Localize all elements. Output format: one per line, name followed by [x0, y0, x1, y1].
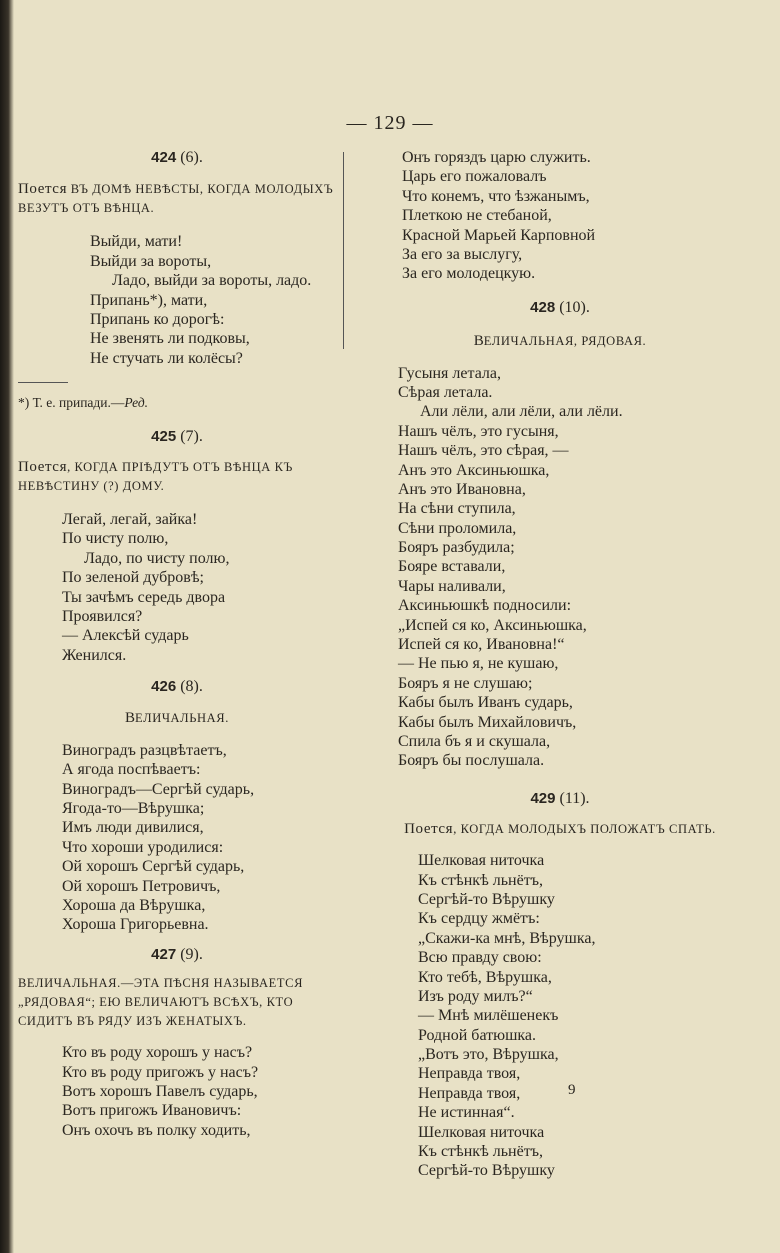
verse-line: Шелковая ниточка: [418, 1123, 545, 1141]
verse-line: „Испей ся ко, Аксиньюшка,: [398, 616, 587, 634]
song-428-verse: [398, 364, 770, 771]
verse-line: Виноградъ разцвѣтаетъ,: [62, 741, 227, 759]
verse-line: За его за выслугу,: [402, 245, 523, 263]
book-spine: [0, 0, 14, 1253]
verse-line: Нашъ чёлъ, это гусыня,: [398, 422, 559, 440]
verse-line: Кто въ роду хорошъ у насъ?: [62, 1044, 253, 1062]
verse-line: Анъ это Ивановна,: [398, 480, 526, 498]
song-424-description: Поется ВЪ ДОМѢ НЕВѢСТЫ, КОГДА МОЛОДЫХЪ ВЕЗУТЪ ОТЪ ВѢНЦА.: [18, 181, 334, 216]
verse-line: Припань*), мати,: [90, 291, 208, 309]
verse-line: Аксиньюшкѣ подносили:: [398, 597, 572, 615]
verse-line: Бояръ бы послушала.: [398, 752, 545, 770]
song-425-heading: 425 (7).: [151, 427, 203, 445]
verse-line: Хороша да Вѣрушка,: [62, 897, 206, 915]
verse-line: Красной Марьей Карповной: [402, 226, 596, 244]
verse-line: „Скажи-ка мнѣ, Вѣрушка,: [418, 929, 596, 947]
verse-line: Онъ охочъ въ полку ходить,: [62, 1121, 251, 1139]
footnote-rule: [18, 382, 68, 383]
page-number: — 129 —: [346, 112, 434, 134]
verse-line: Сергѣй-то Вѣрушку: [418, 1162, 555, 1180]
verse-line: Гусыня летала,: [398, 364, 502, 382]
verse-line: Имъ люди дивилися,: [62, 819, 204, 837]
verse-line: Сергѣй-то Вѣрушку: [418, 890, 555, 908]
verse-line: Выйди за вороты,: [90, 252, 212, 270]
verse-line: Царь его пожаловалъ: [402, 168, 547, 186]
song-427-description: ВЕЛИЧАЛЬНАЯ.—ЭТА ПѢСНЯ НАЗЫВАЕТСЯ „РЯДОВАЯ“; ЕЮ ВЕЛИЧАЮТЪ ВСѢХЪ, КТО СИДИТЪ ВЪ РЯДУ ИЗЪ ЖЕНАТЫХЪ.: [18, 976, 304, 1029]
verse-line: Кто въ роду пригожъ у насъ?: [62, 1063, 259, 1081]
verse-line: Ты зачѣмъ середь двора: [62, 588, 226, 606]
verse-line: Бояръ разбудила;: [398, 539, 515, 557]
verse-line: Сѣни проломила,: [398, 519, 517, 537]
verse-line: Къ сердцу жмётъ:: [418, 910, 540, 928]
verse-line: Спила бъ я и скушала,: [398, 732, 551, 750]
verse-line: А ягода поспѣваетъ:: [62, 761, 201, 779]
verse-line: Сѣрая летала.: [398, 383, 493, 401]
verse-line: Вотъ хорошъ Павелъ сударь,: [62, 1082, 258, 1100]
song-429-description: Поется, КОГДА МОЛОДЫХЪ ПОЛОЖАТЪ СПАТЬ.: [404, 821, 716, 838]
verse-line: Проявился?: [62, 607, 143, 625]
footnote: *) Т. е. припади.—Ред.: [18, 395, 149, 411]
signature-mark: 9: [568, 1082, 576, 1098]
verse-line: Кабы былъ Иванъ сударь,: [398, 694, 573, 712]
verse-line: Бояръ я не слушаю;: [398, 674, 533, 692]
song-429-heading: 429 (11).: [530, 789, 590, 807]
verse-line: По чисту полю,: [62, 530, 169, 548]
verse-line: Всю правду свою:: [418, 949, 542, 967]
verse-line: Ой хорошъ Петровичъ,: [62, 877, 221, 895]
verse-line: Чары наливали,: [398, 577, 506, 595]
verse-line: Испей ся ко, Ивановна!“: [398, 636, 565, 654]
song-426-heading: 426 (8).: [151, 678, 203, 696]
song-425-verse: [62, 510, 336, 665]
column-divider: [343, 152, 344, 349]
verse-line: Изъ роду милъ?“: [418, 987, 533, 1005]
verse-line: Припань ко дорогѣ:: [90, 310, 225, 328]
verse-line: Кто тебѣ, Вѣрушка,: [418, 968, 552, 986]
verse-line: Ладо, выйди за вороты, ладо.: [112, 272, 312, 290]
left-column: [18, 148, 336, 1140]
verse-line: Ой хорошъ Сергѣй сударь,: [62, 858, 245, 876]
song-428-title: ВЕЛИЧАЛЬНАЯ, РЯДОВАЯ.: [473, 333, 647, 350]
verse-line: Что конемъ, что ѣзжанымъ,: [402, 187, 590, 205]
song-424-heading: 424 (6).: [151, 149, 203, 166]
verse-line: Анъ это Аксиньюшка,: [398, 461, 550, 479]
verse-line: — Мнѣ милёшенекъ: [418, 1007, 559, 1025]
song-427-continuation: [402, 148, 770, 284]
verse-line: Али лёли, али лёли, али лёли.: [420, 403, 623, 421]
right-column: [350, 148, 770, 1181]
verse-line: Неправда твоя,: [418, 1065, 521, 1083]
verse-line: Онъ горяздъ царю служить.: [402, 149, 591, 166]
verse-line: Шелковая ниточка: [418, 852, 545, 870]
verse-line: За его молодецкую.: [402, 265, 536, 283]
song-427-heading: 427 (9).: [151, 945, 203, 963]
verse-line: — Не пью я, не кушаю,: [398, 655, 559, 673]
verse-line: Плеткою не стебаной,: [402, 207, 552, 225]
verse-line: Женился.: [62, 646, 127, 664]
verse-line: На сѣни ступила,: [398, 500, 516, 518]
verse-line: Не звенять ли подковы,: [90, 330, 250, 348]
verse-line: Виноградъ—Сергѣй сударь,: [62, 780, 255, 798]
song-426-verse: [62, 741, 336, 935]
song-424-verse: [90, 232, 336, 368]
verse-line: Выйди, мати!: [90, 233, 183, 251]
verse-line: Не стучать ли колёсы?: [90, 349, 243, 367]
verse-line: Родной батюшка.: [418, 1026, 537, 1044]
verse-line: Ладо, по чисту полю,: [84, 549, 230, 567]
verse-line: „Вотъ это, Вѣрушка,: [418, 1046, 559, 1064]
verse-line: Нашъ чёлъ, это сѣрая, —: [398, 442, 569, 460]
verse-line: Къ стѣнкѣ льнётъ,: [418, 871, 543, 889]
song-427-verse: [62, 1043, 336, 1140]
verse-line: Вотъ пригожъ Ивановичъ:: [62, 1102, 242, 1120]
song-429-verse: [418, 851, 770, 1181]
verse-line: Легай, легай, зайка!: [62, 510, 198, 528]
verse-line: Хороша Григорьевна.: [62, 916, 209, 934]
verse-line: Кабы былъ Михайловичъ,: [398, 713, 577, 731]
verse-line: Что хороши уродилися:: [62, 838, 224, 856]
song-426-title: ВЕЛИЧАЛЬНАЯ.: [125, 710, 229, 727]
song-428-heading: 428 (10).: [530, 298, 590, 316]
verse-line: — Алексѣй сударь: [62, 627, 189, 645]
verse-line: Неправда твоя,: [418, 1084, 521, 1102]
verse-line: Ягода-то—Вѣрушка;: [62, 800, 205, 818]
verse-line: Бояре вставали,: [398, 558, 506, 576]
verse-line: Къ стѣнкѣ льнётъ,: [418, 1143, 543, 1161]
verse-line: Не истинная“.: [418, 1104, 515, 1122]
verse-line: По зеленой дубровѣ;: [62, 569, 204, 587]
song-425-description: Поется, КОГДА ПРІѢДУТЪ ОТЪ ВѢНЦА КЪ НЕВѢСТИНУ (?) ДОМУ.: [18, 458, 293, 493]
